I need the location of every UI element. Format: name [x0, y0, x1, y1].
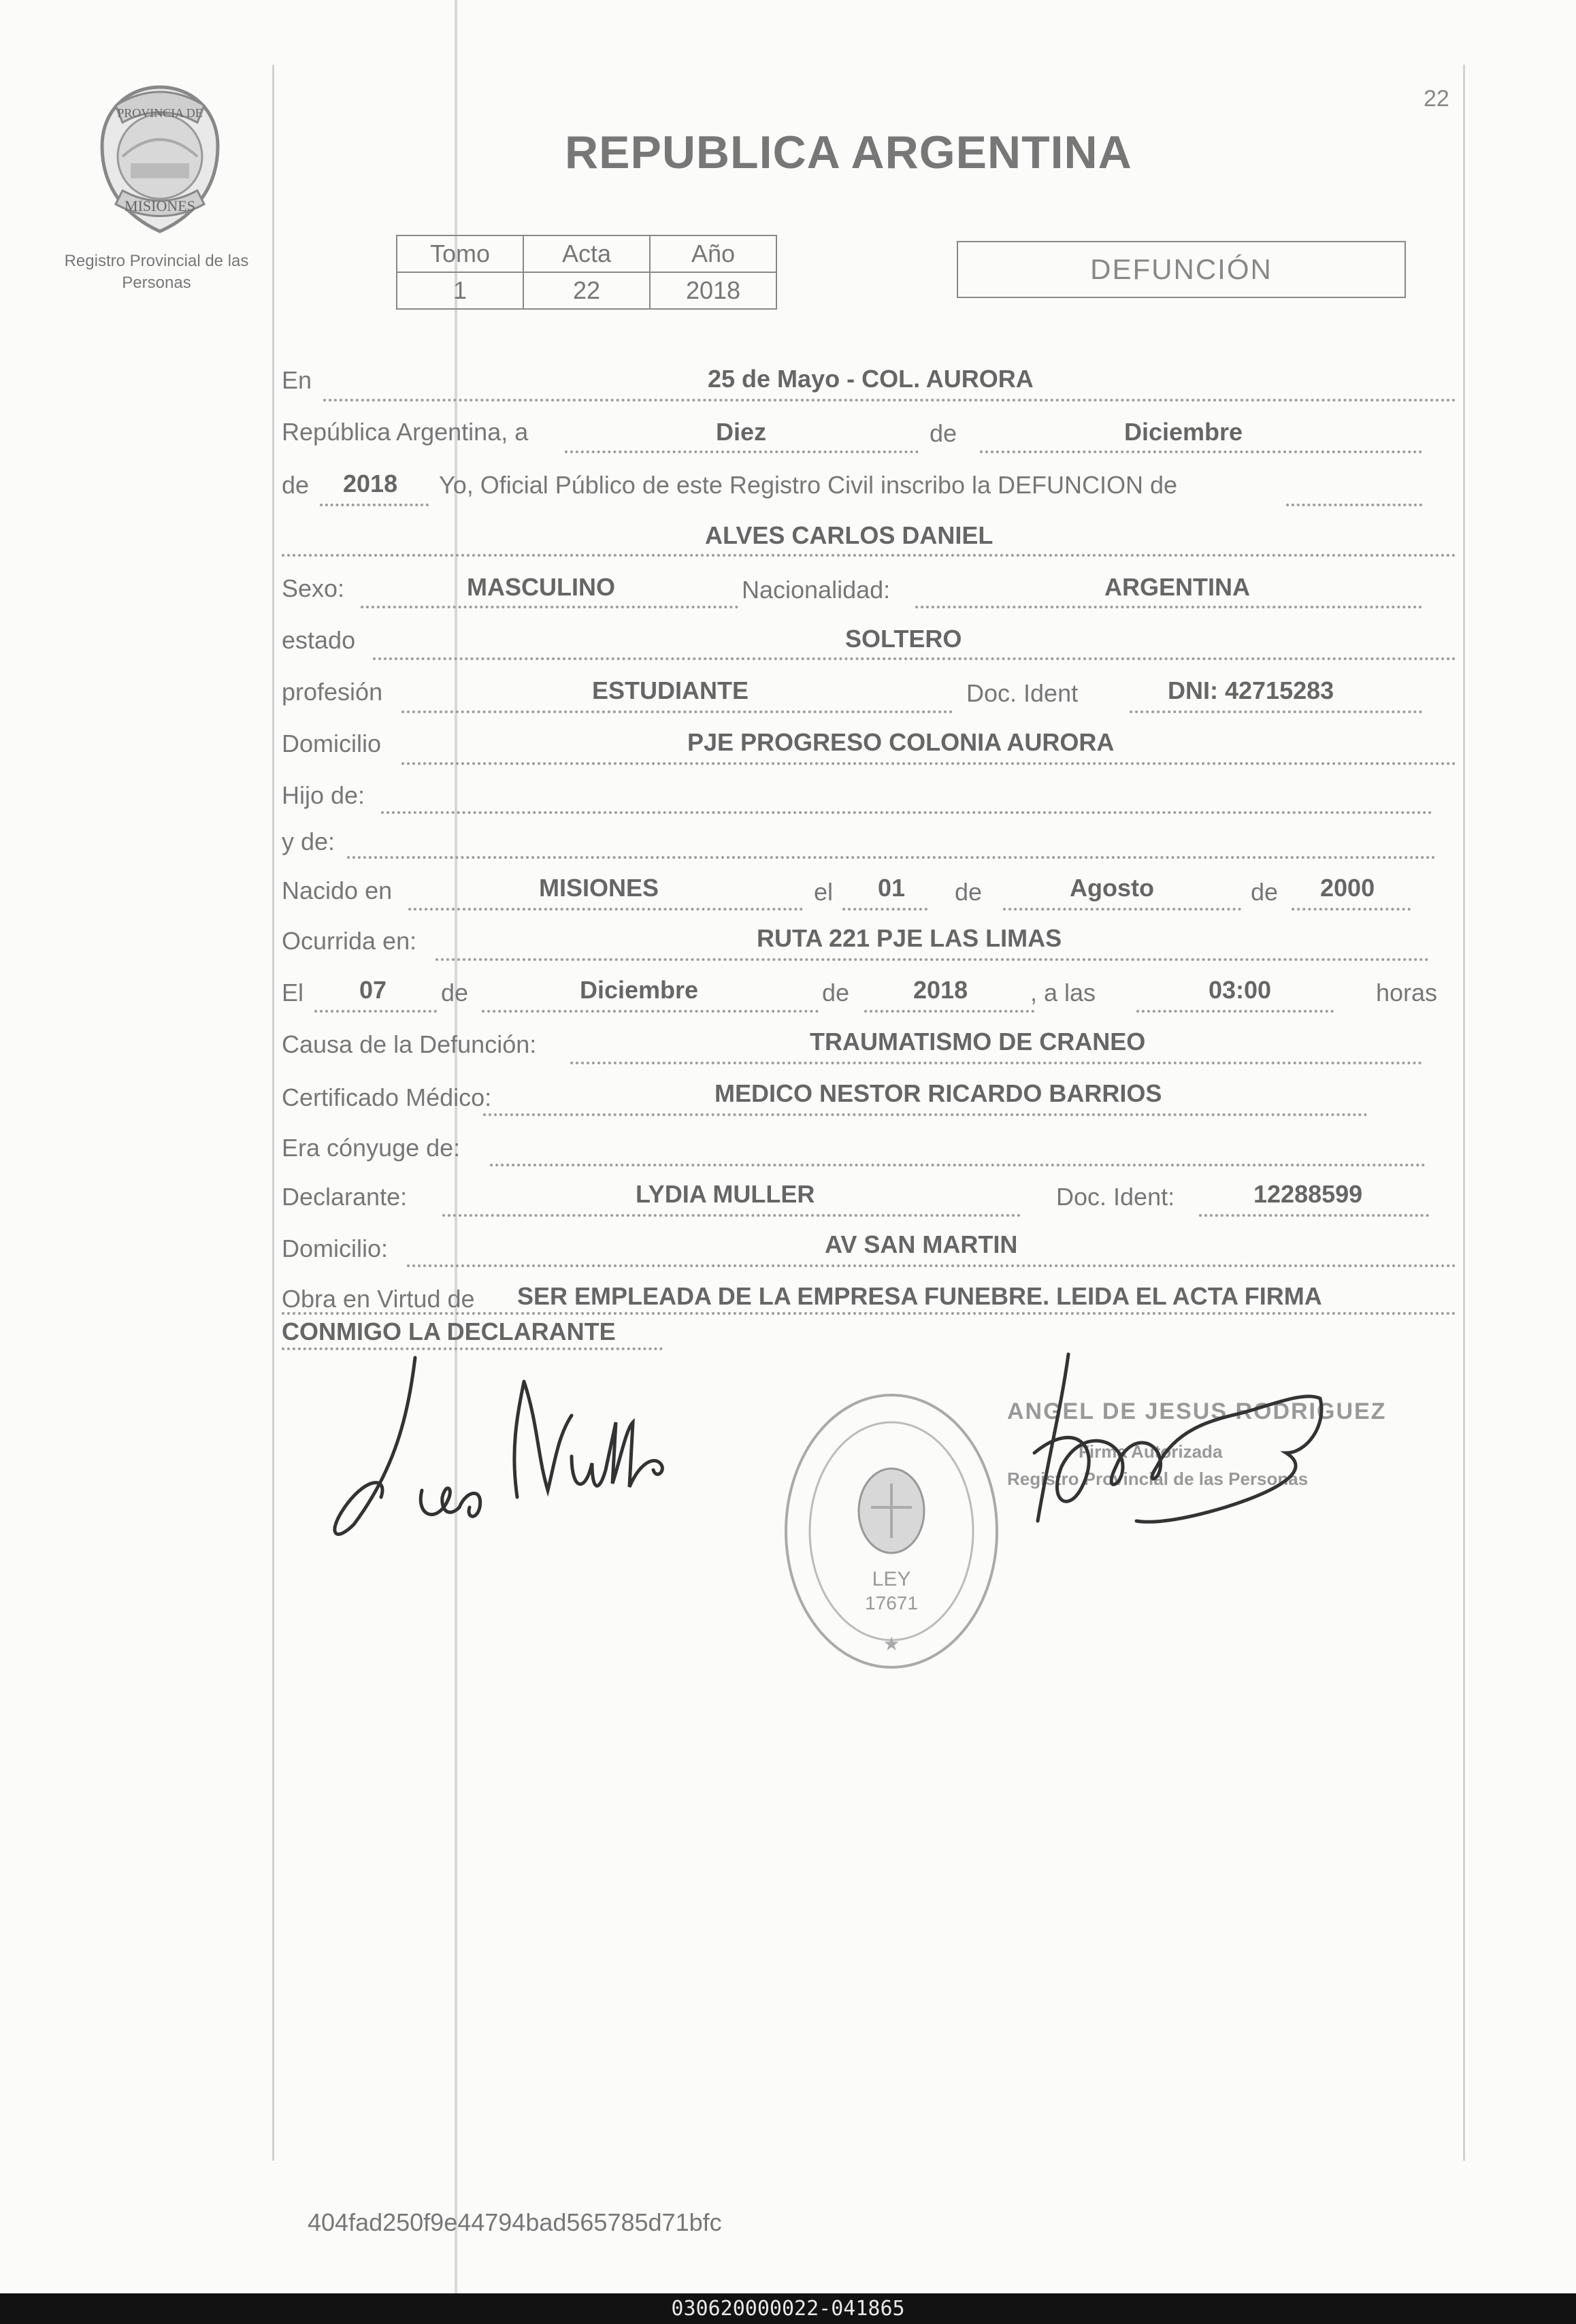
- nacido-label: Nacido en: [282, 877, 393, 904]
- left-margin-line: [272, 65, 274, 2161]
- month-value: Diciembre: [1124, 418, 1243, 446]
- dotted-line: [401, 710, 953, 713]
- sexo-value: MASCULINO: [467, 573, 615, 601]
- de-label: de: [822, 979, 850, 1006]
- a-las-label: , a las: [1030, 979, 1096, 1006]
- tomo-label: Tomo: [397, 235, 523, 272]
- estado-value: SOLTERO: [845, 625, 962, 653]
- hijo-label: Hijo de:: [282, 781, 365, 809]
- acta-label: Acta: [523, 235, 650, 272]
- birth-year-value: 2000: [1320, 874, 1375, 902]
- hour-value: 03:00: [1209, 976, 1272, 1004]
- republica-label: República Argentina, a: [282, 418, 529, 446]
- obra-value-line1: SER EMPLEADA DE LA EMPRESA FUNEBRE. LEIDA EL ACTA FIRMA: [517, 1282, 1322, 1310]
- barcode-footer: [0, 2293, 1576, 2324]
- sexo-label: Sexo:: [282, 574, 345, 602]
- dotted-line: [436, 958, 1429, 961]
- registry-statement: Yo, Oficial Público de este Registro Civil inscribo la DEFUNCION de: [439, 471, 1178, 499]
- dotted-line: [282, 1347, 663, 1350]
- record-value-row: [397, 272, 776, 309]
- dotted-line: [1292, 908, 1411, 911]
- declarante-signature: [313, 1354, 694, 1569]
- horas-label: horas: [1376, 979, 1438, 1006]
- dotted-line: [442, 1214, 1021, 1217]
- declarante-label: Declarante:: [282, 1183, 408, 1211]
- nacido-value: MISIONES: [539, 874, 659, 902]
- causa-value: TRAUMATISMO DE CRANEO: [810, 1028, 1146, 1055]
- issuer-name: Registro Provincial de las Personas: [64, 252, 249, 292]
- official-stamp-name: ANGEL DE JESUS RODRIGUEZ: [1007, 1398, 1387, 1424]
- dotted-line: [401, 762, 1456, 765]
- svg-text:★: ★: [883, 1633, 900, 1654]
- province-seal-logo: [88, 82, 231, 242]
- birth-day-value: 01: [878, 874, 906, 902]
- certificado-value: MEDICO NESTOR RICARDO BARRIOS: [715, 1079, 1162, 1107]
- death-month-value: Diciembre: [580, 976, 699, 1004]
- declarante-doc-value: 12288599: [1253, 1180, 1363, 1208]
- official-signature: [1021, 1351, 1347, 1558]
- official-stamp-org: Registro Provincial de las Personas: [1007, 1469, 1309, 1489]
- page-title: REPUBLICA ARGENTINA: [565, 127, 1132, 178]
- dotted-line: [320, 504, 429, 506]
- el-label: el: [814, 878, 834, 906]
- anio-value: 2018: [650, 272, 776, 309]
- dotted-line: [407, 1264, 1456, 1267]
- dotted-line: [565, 451, 919, 453]
- dotted-line: [373, 657, 1456, 660]
- doc-ident-label: Doc. Ident: [966, 679, 1079, 707]
- de-label: de: [282, 471, 310, 499]
- official-stamp-role: Firma Autorizada: [1079, 1441, 1223, 1462]
- declarante-doc-label: Doc. Ident:: [1056, 1183, 1175, 1211]
- dotted-line: [483, 1113, 1368, 1116]
- seal-law-label: LEY: [872, 1568, 911, 1590]
- deceased-name: ALVES CARLOS DANIEL: [705, 521, 994, 549]
- ocurrida-label: Ocurrida en:: [282, 927, 417, 955]
- dotted-line: [980, 451, 1422, 453]
- causa-label: Causa de la Defunción:: [282, 1030, 537, 1058]
- day-value: Diez: [716, 418, 767, 446]
- estado-label: estado: [282, 626, 356, 654]
- dotted-line: [1286, 504, 1422, 506]
- seal-law-number: 17671: [865, 1592, 918, 1614]
- death-year-value: 2018: [913, 976, 968, 1004]
- dotted-line: [381, 811, 1432, 814]
- dotted-line: [282, 554, 1456, 557]
- profesion-value: ESTUDIANTE: [592, 676, 749, 704]
- dotted-line: [842, 908, 927, 911]
- barcode-id: 030620000022-041865: [671, 2297, 905, 2321]
- domicilio2-value: AV SAN MARTIN: [825, 1230, 1018, 1258]
- page-number: 22: [1424, 86, 1449, 112]
- dotted-line: [314, 1010, 437, 1013]
- domicilio-value: PJE PROGRESO COLONIA AURORA: [687, 728, 1115, 756]
- record-header-row: [397, 235, 776, 272]
- document-hash: 404fad250f9e44794bad565785d71bfc: [308, 2208, 722, 2236]
- conyuge-label: Era cónyuge de:: [282, 1134, 461, 1162]
- dotted-line: [490, 1164, 1426, 1166]
- de-label: de: [930, 419, 957, 447]
- dotted-line: [915, 606, 1422, 608]
- domicilio-label: Domicilio: [282, 730, 382, 757]
- doc-ident-value: DNI: 42715283: [1168, 676, 1334, 704]
- place-value: 25 de Mayo - COL. AURORA: [708, 365, 1034, 393]
- certificado-label: Certificado Médico:: [282, 1083, 492, 1111]
- de-label: de: [1251, 878, 1279, 906]
- el-label: El: [282, 979, 304, 1006]
- dotted-line: [1199, 1214, 1429, 1217]
- dotted-line: [1136, 1010, 1334, 1013]
- dotted-line: [408, 908, 803, 911]
- record-table: [396, 235, 777, 310]
- dotted-line: [347, 856, 1436, 859]
- birth-month-value: Agosto: [1070, 874, 1154, 902]
- dotted-line: [323, 399, 1456, 402]
- dotted-line: [482, 1010, 819, 1013]
- obra-value-line2: CONMIGO LA DECLARANTE: [282, 1318, 616, 1345]
- de-label: de: [955, 878, 983, 906]
- anio-label: Año: [650, 235, 776, 272]
- death-day-value: 07: [359, 976, 387, 1004]
- nacionalidad-label: Nacionalidad:: [742, 576, 891, 604]
- right-margin-line: [1463, 65, 1465, 2161]
- dotted-line: [282, 1312, 1456, 1315]
- en-label: En: [282, 366, 312, 394]
- y-de-label: y de:: [282, 828, 335, 855]
- document-type-box: DEFUNCIÓN: [957, 241, 1406, 298]
- de-label: de: [441, 979, 469, 1006]
- profesion-label: profesión: [282, 678, 383, 706]
- svg-text:MISIONES: MISIONES: [125, 197, 195, 214]
- dotted-line: [361, 606, 738, 608]
- tomo-value: 1: [397, 272, 523, 309]
- dotted-line: [1003, 908, 1241, 911]
- seal-text: PROVINCIA DE: [117, 106, 203, 120]
- declarante-value: LYDIA MULLER: [636, 1180, 815, 1208]
- nacionalidad-value: ARGENTINA: [1104, 573, 1250, 601]
- year-value: 2018: [343, 470, 398, 497]
- obra-label: Obra en Virtud de: [282, 1285, 475, 1313]
- ocurrida-value: RUTA 221 PJE LAS LIMAS: [757, 924, 1062, 952]
- acta-value: 22: [523, 272, 650, 309]
- domicilio2-label: Domicilio:: [282, 1234, 389, 1262]
- dotted-line: [570, 1062, 1422, 1064]
- national-registry-seal: [776, 1388, 1007, 1677]
- dotted-line: [864, 1010, 1034, 1013]
- dotted-line: [1130, 710, 1422, 713]
